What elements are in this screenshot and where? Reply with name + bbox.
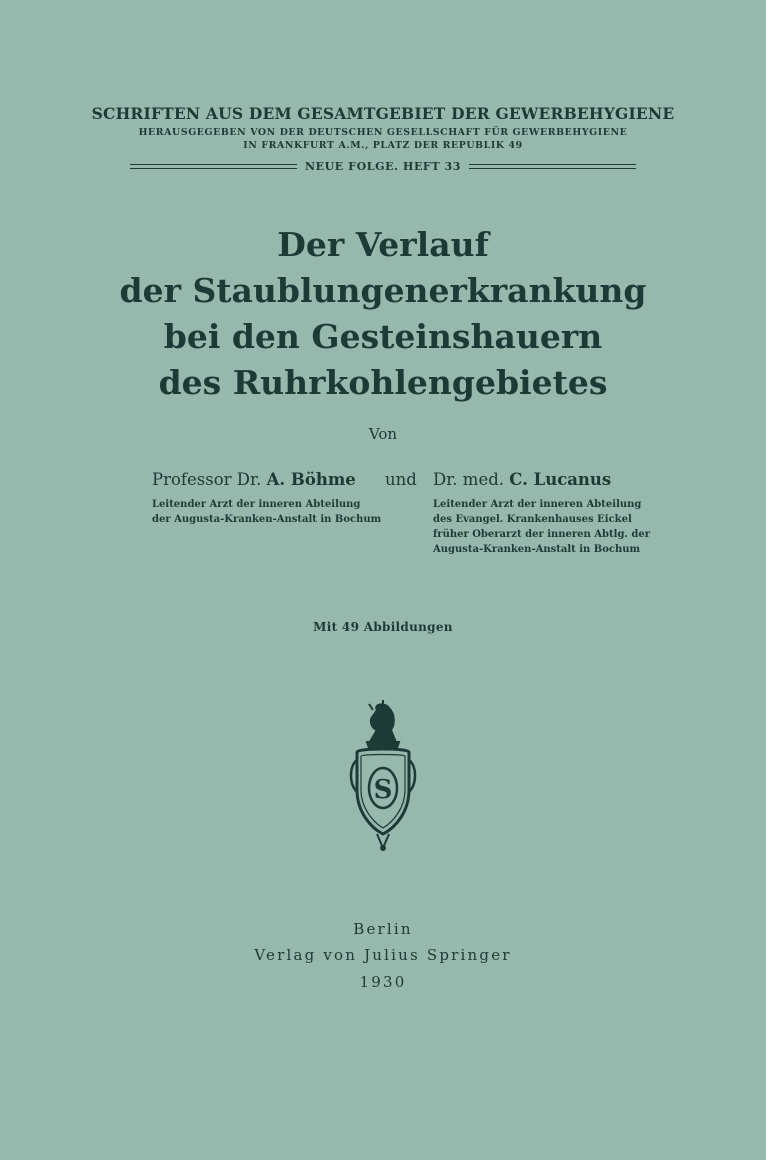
series-folge-row	[130, 156, 636, 176]
book-title	[0, 222, 766, 406]
von-label: Von	[368, 425, 398, 443]
illustrations-note: Mit 49 Abbildungen	[313, 620, 453, 634]
affiliation-line: Leitender Arzt der inneren Abteilung	[433, 499, 642, 510]
publisher-name: Verlag von Julius Springer	[254, 946, 512, 964]
left-double-rule	[130, 164, 297, 169]
affiliation-line: früher Oberarzt der inneren Abtlg. der	[433, 529, 651, 540]
affiliation-line: des Evangel. Krankenhauses Eickel	[433, 514, 632, 525]
publisher-city: Berlin	[353, 920, 413, 938]
author-2-name: C. Lucanus	[509, 470, 612, 489]
right-double-rule	[469, 164, 636, 169]
author-1-affiliation	[152, 497, 381, 527]
affiliation-line: der Augusta-Kranken-Anstalt in Bochum	[152, 514, 382, 525]
logo-monogram: S	[373, 775, 393, 805]
series-title: SCHRIFTEN AUS DEM GESAMTGEBIET DER GEWERBEHYGIENE	[91, 104, 675, 123]
author-1	[152, 470, 356, 489]
author-2	[433, 470, 611, 489]
title-line: Der Verlauf	[277, 225, 489, 264]
author-2-prefix: Dr. med.	[433, 470, 510, 489]
author-1-prefix: Professor Dr.	[152, 470, 267, 489]
series-editor-line-2: IN FRANKFURT A.M., PLATZ DER REPUBLIK 49	[243, 140, 523, 151]
title-line: der Staublungenerkrankung	[119, 271, 647, 310]
author-connector: und	[385, 470, 417, 489]
affiliation-line: Augusta-Kranken-Anstalt in Bochum	[433, 544, 641, 555]
series-folge: NEUE FOLGE. HEFT 33	[304, 159, 462, 173]
title-line: bei den Gesteinshauern	[163, 317, 603, 356]
author-2-affiliation	[433, 497, 650, 557]
author-1-name: A. Böhme	[266, 470, 356, 489]
publication-year: 1930	[359, 973, 407, 991]
affiliation-line: Leitender Arzt der inneren Abteilung	[152, 499, 361, 510]
title-line: des Ruhrkohlengebietes	[158, 363, 608, 402]
springer-knight-logo-icon	[343, 700, 423, 852]
series-editor-line-1: HERAUSGEGEBEN VON DER DEUTSCHEN GESELLSCHAFT FÜR GEWERBEHYGIENE	[138, 127, 628, 138]
